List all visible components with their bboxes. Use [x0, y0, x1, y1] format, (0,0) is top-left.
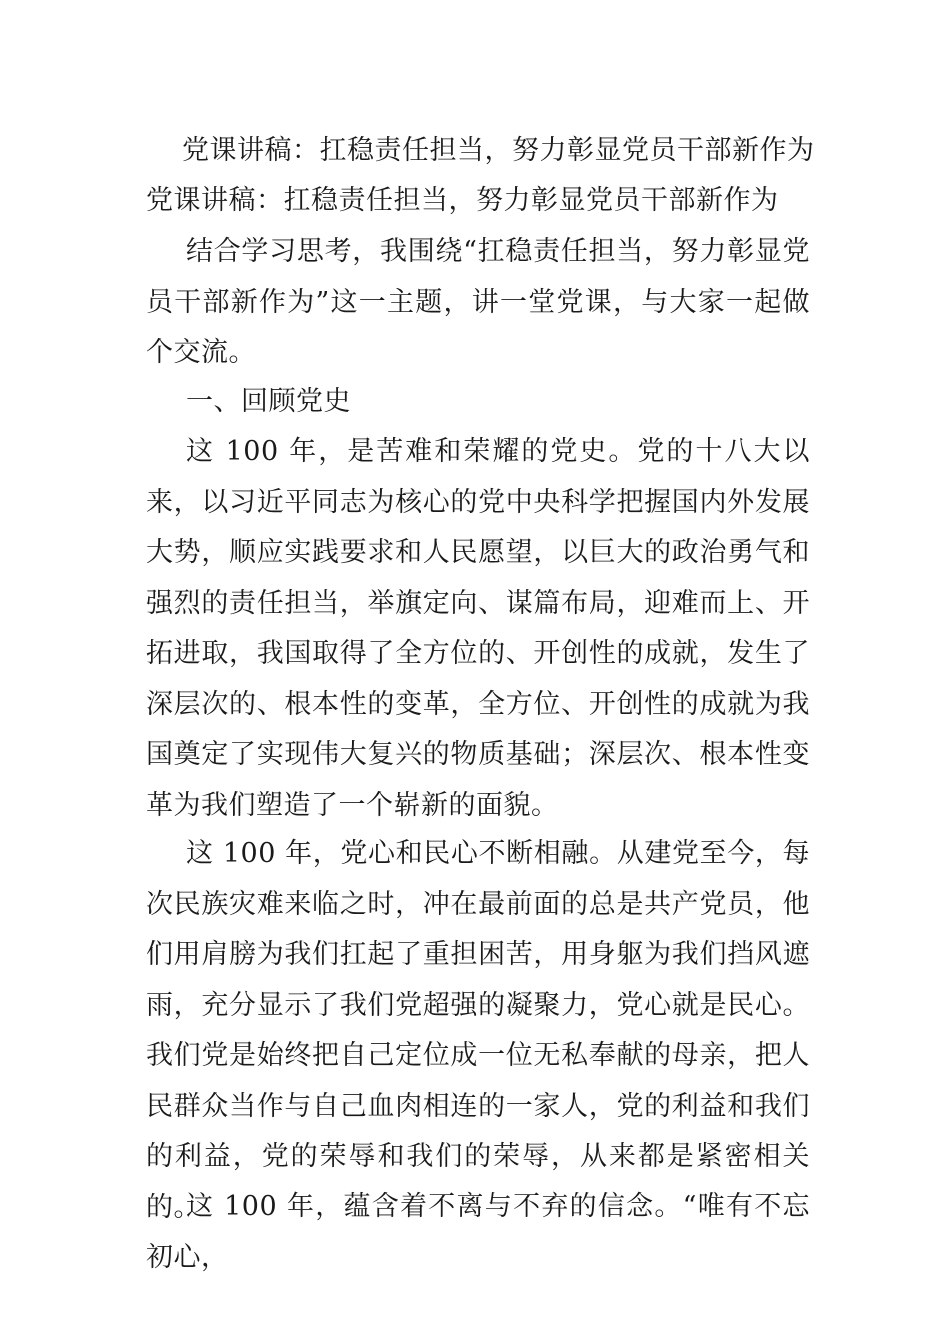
body-paragraph: 这 100 年，蕴含着不离与不弃的信念。“唯有不忘初心，	[146, 1191, 810, 1273]
section-heading: 一、回顾党史	[186, 386, 351, 417]
document-title: 党课讲稿：扛稳责任担当，努力彰显党员干部新作为	[182, 135, 815, 166]
body-paragraph: 这 100 年，是苦难和荣耀的党史。党的十八大以来，以习近平同志为核心的党中央科学把握国内外发展大势，顺应实践要求和人民愿望，以巨大的政治勇气和强烈的责任担当，举旗定向、谋篇布局，迎难而上、开拓进取，我国取得了全方位的、开创性的成就，发生了深层次的、根本性的变革，全方位、开创性的成就为我国奠定了实现伟大复兴的物质基础；深层次、根本性变革为我们塑造了一个崭新的面貌。	[146, 436, 810, 821]
intro-paragraph: 结合学习思考，我围绕“扛稳责任担当，努力彰显党员干部新作为”这一主题，讲一堂党课，与大家一起做个交流。	[146, 236, 810, 368]
document-subtitle: 党课讲稿：扛稳责任担当，努力彰显党员干部新作为	[146, 185, 779, 216]
body-paragraph: 这 100 年，党心和民心不断相融。从建党至今，每次民族灾难来临之时，冲在最前面的总是共产党员，他们用肩膀为我们扛起了重担困苦，用身躯为我们挡风遮雨，充分显示了我们党超强的凝聚力，党心就是民心。我们党是始终把自己定位成一位无私奉献的母亲，把人民群众当作与自己血肉相连的一家人，党的利益和我们的利益，党的荣辱和我们的荣辱，从来都是紧密相关的。	[146, 838, 810, 1223]
